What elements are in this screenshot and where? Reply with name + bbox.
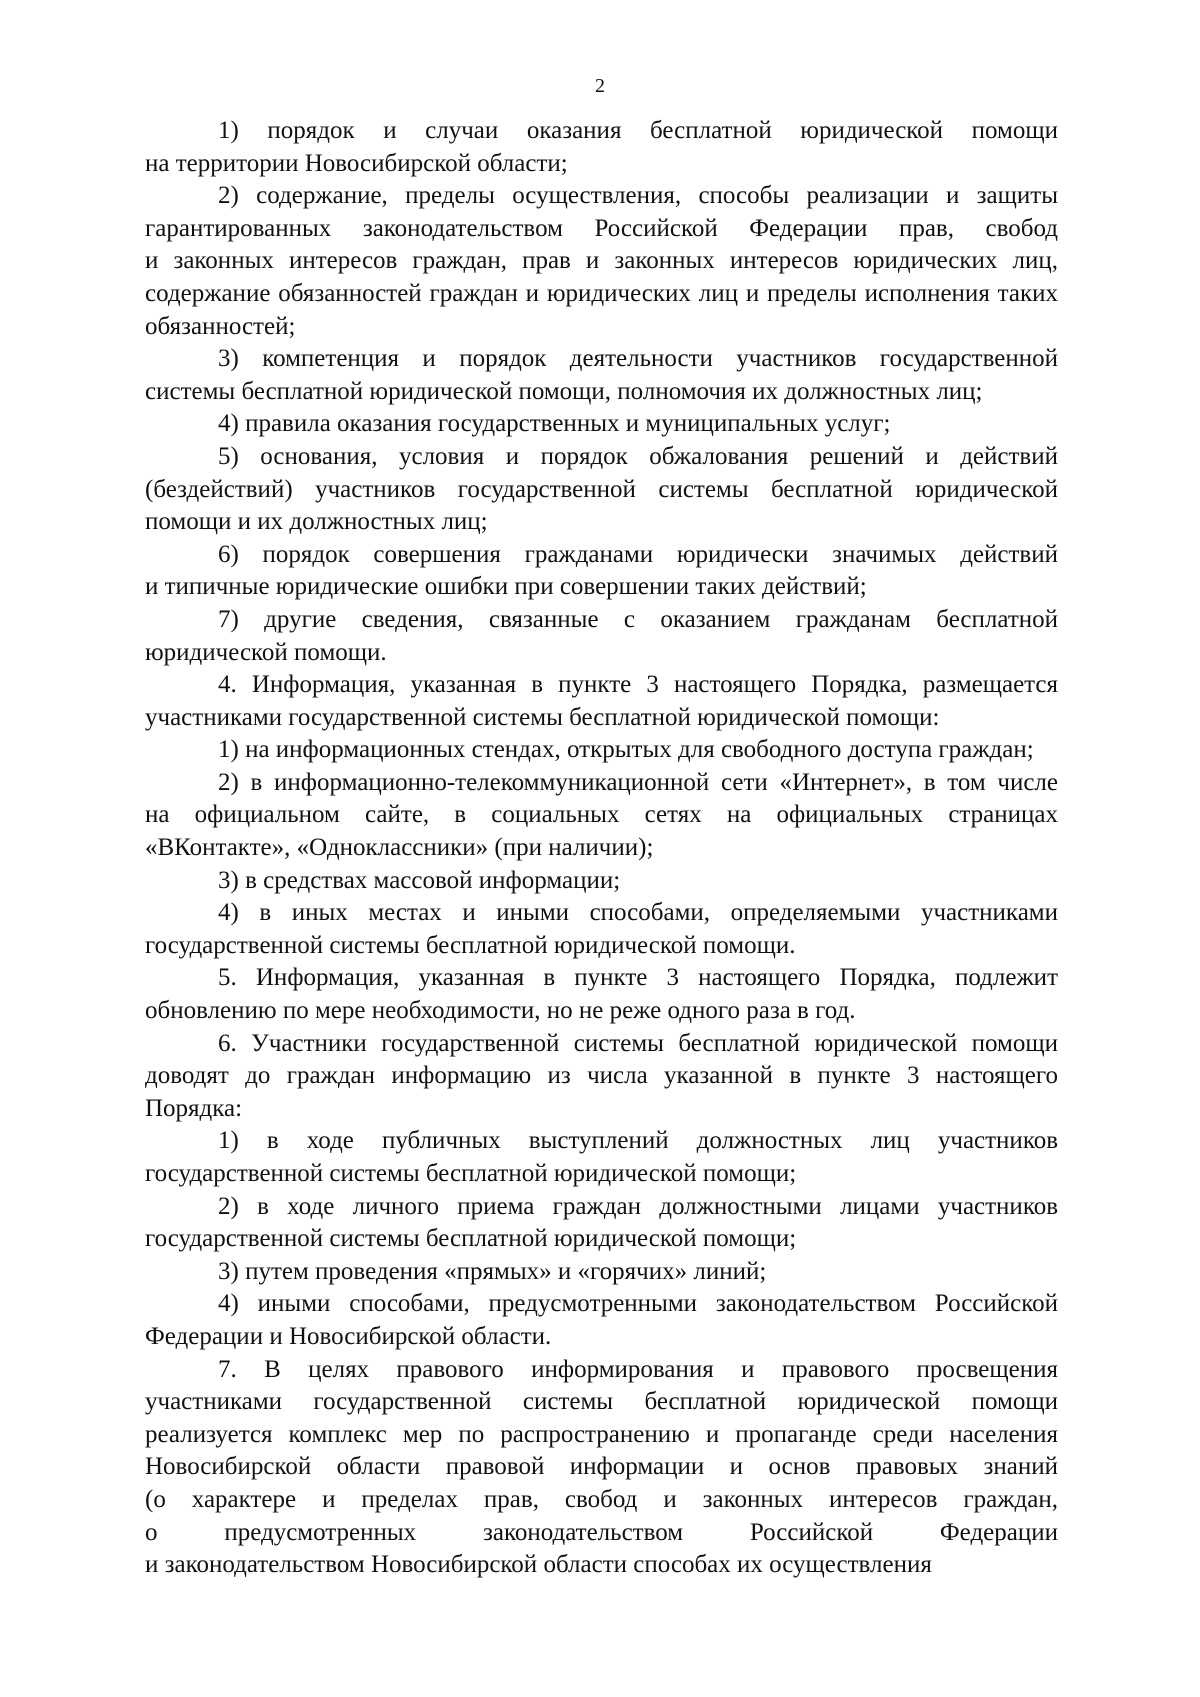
paragraph — [145, 1028, 1058, 1126]
paragraph-line: 2) в информационно-телекоммуникационной сети «Интернет», в том числе — [218, 768, 1058, 796]
paragraph — [145, 865, 1058, 898]
paragraph-line: 4. Информация, указанная в пункте 3 настоящего Порядка, размещается — [218, 671, 1058, 699]
paragraph-line: 1) на информационных стендах, открытых для свободного доступа граждан; — [218, 736, 1034, 764]
paragraph-line: государственной системы бесплатной юридической помощи; — [145, 1160, 797, 1187]
paragraph-line: «ВКонтакте», «Одноклассники» (при наличии); — [145, 834, 654, 862]
paragraph-line: и законных интересов граждан, прав и законных интересов юридических лиц, — [145, 247, 1058, 275]
paragraph — [145, 962, 1058, 1027]
paragraph — [145, 343, 1058, 408]
paragraph — [145, 180, 1058, 343]
paragraph — [145, 1125, 1058, 1190]
paragraph-line: на официальном сайте, в социальных сетях на официальных страницах — [145, 801, 1058, 829]
paragraph-line: 4) правила оказания государственных и муниципальных услуг; — [218, 410, 891, 438]
paragraph — [145, 539, 1058, 604]
paragraph-line: помощи и их должностных лиц; — [145, 508, 488, 536]
paragraph-line: (о характере и пределах прав, свобод и законных интересов граждан, — [145, 1485, 1058, 1513]
paragraph-line: Федерации и Новосибирской области. — [145, 1322, 552, 1350]
paragraph-line: гарантированных законодательством Российской Федерации прав, свобод — [145, 214, 1058, 242]
paragraph-line: 6) порядок совершения гражданами юридически значимых действий — [218, 540, 1058, 568]
paragraph-line: 6. Участники государственной системы бесплатной юридической помощи — [218, 1029, 1058, 1057]
paragraph-line: (бездействий) участников государственной системы бесплатной юридической — [145, 475, 1058, 503]
paragraph — [145, 1288, 1058, 1353]
paragraph — [145, 669, 1058, 734]
paragraph-line: государственной системы бесплатной юридической помощи; — [145, 1225, 797, 1253]
paragraph — [145, 897, 1058, 962]
paragraph-line: реализуется комплекс мер по распространению и пропаганде среди населения — [145, 1420, 1058, 1448]
paragraph — [145, 767, 1058, 865]
paragraph — [145, 441, 1058, 539]
paragraph-line: 1) в ходе публичных выступлений должностных лиц участников — [218, 1127, 1058, 1155]
paragraph — [145, 1191, 1058, 1256]
paragraph-line: и типичные юридические ошибки при совершении таких действий; — [145, 573, 867, 601]
paragraph-line: на территории Новосибирской области; — [145, 149, 568, 177]
paragraph-line: 2) содержание, пределы осуществления, способы реализации и защиты — [218, 182, 1058, 210]
paragraph-line: 4) иными способами, предусмотренными законодательством Российской — [218, 1290, 1058, 1318]
document-body — [145, 115, 1058, 1582]
paragraph-line: 3) компетенция и порядок деятельности участников государственной — [218, 345, 1058, 373]
paragraph-line: содержание обязанностей граждан и юридических лиц и пределы исполнения таких — [145, 279, 1058, 307]
paragraph-line: участниками государственной системы бесплатной юридической помощи — [145, 1388, 1058, 1416]
paragraph-line: 3) путем проведения «прямых» и «горячих» линий; — [218, 1257, 767, 1285]
paragraph-line: обновлению по мере необходимости, но не реже одного раза в год. — [145, 997, 856, 1025]
paragraph-line: о предусмотренных законодательством Российской Федерации — [145, 1518, 1058, 1546]
paragraph-line: 1) порядок и случаи оказания бесплатной юридической помощи — [218, 117, 1058, 144]
paragraph-line: Порядка: — [145, 1094, 243, 1122]
paragraph — [145, 604, 1058, 669]
paragraph-line: 7. В целях правового информирования и правового просвещения — [218, 1355, 1058, 1383]
paragraph — [145, 734, 1058, 767]
paragraph-line: 5) основания, условия и порядок обжалования решений и действий — [218, 442, 1058, 470]
paragraph — [145, 408, 1058, 441]
paragraph-line: участниками государственной системы бесплатной юридической помощи: — [145, 703, 940, 731]
paragraph-line: 2) в ходе личного приема граждан должностными лицами участников — [218, 1192, 1058, 1220]
paragraph-line: Новосибирской области правовой информации и основ правовых знаний — [145, 1453, 1058, 1481]
paragraph-line: государственной системы бесплатной юридической помощи. — [145, 931, 796, 959]
paragraph-line: обязанностей; — [145, 312, 296, 340]
paragraph-line: 3) в средствах массовой информации; — [218, 866, 621, 894]
paragraph-line: 5. Информация, указанная в пункте 3 настоящего Порядка, подлежит — [218, 964, 1058, 992]
paragraph-line: и законодательством Новосибирской области способах их осуществления — [145, 1551, 932, 1579]
paragraph-line: юридической помощи. — [145, 638, 387, 666]
paragraph-line: 4) в иных местах и иными способами, определяемыми участниками — [218, 899, 1058, 927]
paragraph — [145, 115, 1058, 180]
paragraph-line: системы бесплатной юридической помощи, полномочия их должностных лиц; — [145, 377, 983, 405]
paragraph — [145, 1354, 1058, 1582]
paragraph-line: 7) другие сведения, связанные с оказанием гражданам бесплатной — [218, 605, 1058, 633]
page-number: 2 — [595, 75, 605, 97]
paragraph-line: доводят до граждан информацию из числа указанной в пункте 3 настоящего — [145, 1062, 1058, 1090]
paragraph — [145, 1256, 1058, 1289]
